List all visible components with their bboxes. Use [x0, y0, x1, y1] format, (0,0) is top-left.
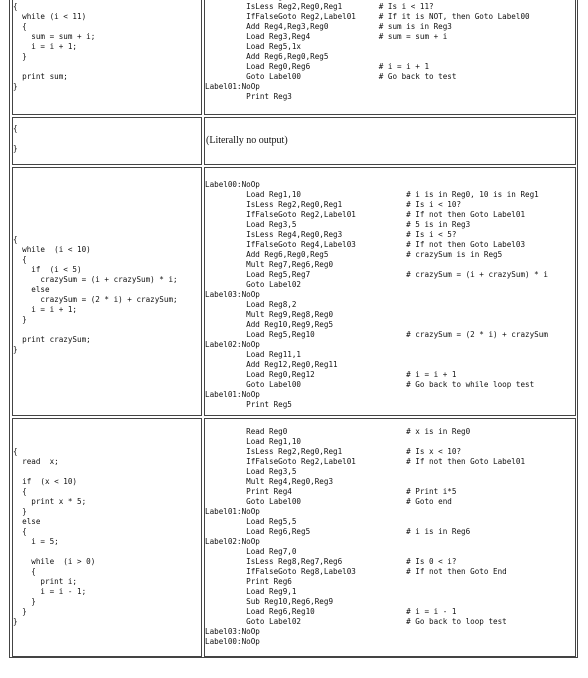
row3-output-code: Label00:NoOp Load Reg1,10 # i is in Reg0, 10 is in Reg1 IsLess Reg2,Reg0,Reg1 # Is i < 10? IfFalseGoto Reg2,Label01 # If not then Goto Label01 Load Reg3,5 # 5 is in Reg3 IsLess Reg4,Reg0,Reg3 # Is i < 5? IfFalseGoto Reg4,Label03 # If not then Goto Label03 Add Reg6,Reg0,Reg5 # crazySum is in Reg5 Mult Reg7,Reg6,Reg0 Load Reg5,Reg7 # crazySum = (i + crazySum) * i Goto Label02 Label03:NoOp Load Reg8,2 Mult Reg9,Reg8,Reg0 Add Reg10,Reg9,Reg5 Load Reg5,Reg10 # crazySum = (2 * i) + crazySum Label02:NoOp Load Reg11,1 Add Reg12,Reg0,Reg11 Load Reg0,Reg12 # i = i + 1 Goto Label00 # Go back to while loop test Label01:NoOp Print Reg5 — [205, 180, 548, 409]
row1-source-code: { while (i < 11) { sum = sum + i; i = i + 1; } print sum; } — [13, 2, 96, 91]
row4-source-cell — [12, 418, 202, 657]
row3-output-cell — [204, 167, 576, 416]
program-table — [9, 0, 578, 658]
row2-source-code: { } — [13, 124, 18, 153]
row2-source-cell — [12, 117, 202, 165]
row3-source-code: { while (i < 10) { if (i < 5) crazySum = (i + crazySum) * i; else crazySum = (2 * i) + crazySum; i = i + 1; } print crazySum; } — [13, 235, 178, 354]
row4-output-cell — [204, 418, 576, 657]
row4-output-code: Read Reg0 # x is in Reg0 Load Reg1,10 IsLess Reg2,Reg0,Reg1 # Is x < 10? IfFalseGoto Reg2,Label01 # If not then Goto Label01 Load Reg3,5 Mult Reg4,Reg0,Reg3 Print Reg4 # Print i*5 Goto Label00 # Goto end Label01:NoOp Load Reg5,5 Load Reg6,Reg5 # i is in Reg6 Label02:NoOp Load Reg7,0 IsLess Reg8,Reg7,Reg6 # Is 0 < i? IfFalseGoto Reg8,Label03 # If not then Goto End Print Reg6 Load Reg9,1 Sub Reg10,Reg6,Reg9 Load Reg6,Reg10 # i = i - 1 Goto Label02 # Go back to loop test Label03:NoOp Label00:NoOp — [205, 427, 526, 646]
row1-output-code: IsLess Reg2,Reg0,Reg1 # Is i < 11? IfFalseGoto Reg2,Label01 # If it is NOT, then Goto Label00 Add Reg4,Reg3,Reg0 # sum is in Reg3 Load Reg3,Reg4 # sum = sum + i Load Reg5,1x Add Reg6,Reg0,Reg5 Load Reg0,Reg6 # i = i + 1 Goto Label00 # Go back to test Label01:NoOp Print Reg3 — [205, 2, 530, 101]
row2-output-text: (Literally no output) — [206, 135, 288, 146]
row1-output-cell — [204, 0, 576, 115]
row3-source-cell — [12, 167, 202, 416]
row2-output-cell — [204, 117, 576, 165]
row1-source-cell — [12, 0, 202, 115]
row4-source-code: { read x; if (x < 10) { print x * 5; } else { i = 5; while (i > 0) { print i; i = i - 1; } } } — [13, 447, 96, 626]
